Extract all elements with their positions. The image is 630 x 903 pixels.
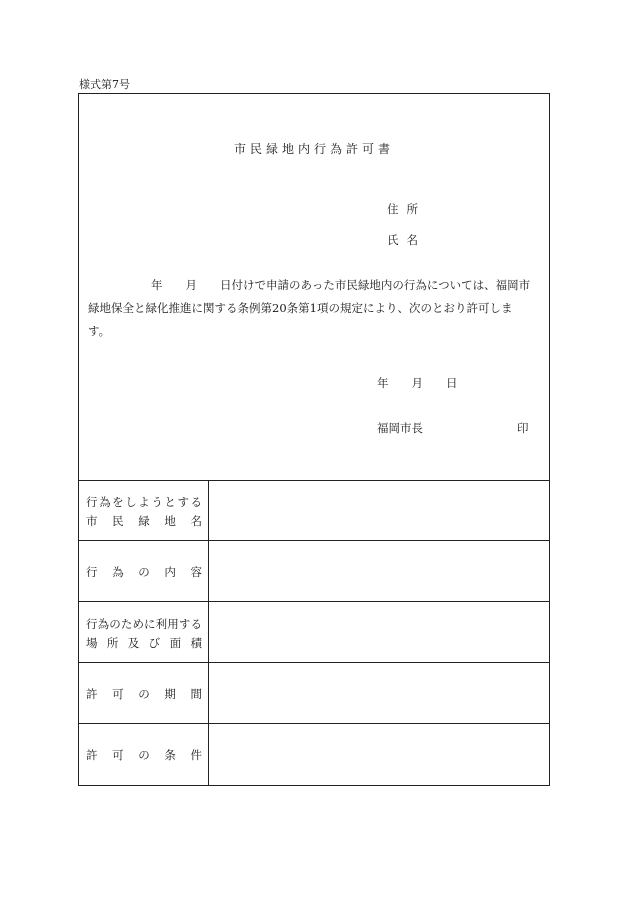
row-permit-conditions (79, 724, 549, 785)
form-number: 様式第7号 (79, 78, 130, 91)
greenspace-name-field[interactable] (209, 480, 549, 540)
seal-mark: 印 (517, 421, 529, 435)
row-permit-period (79, 663, 549, 724)
permit-form (78, 93, 550, 786)
row-label (79, 541, 209, 601)
applicant-name-label: 氏名 (387, 233, 426, 247)
row-activity-content (79, 541, 549, 602)
label-line: 行 為 を し よ う と す る (86, 495, 202, 509)
permit-text-line-2: 緑地保全と緑化推進に関する条例第20条第1項の規定により、次のとおり許可しま (88, 301, 513, 315)
document-title: 市民緑地内行為許可書 (233, 142, 394, 156)
label-line: 許 可 の 条 件 (86, 748, 202, 762)
permit-text-line-1: 年 月 日付けで申請のあった市民緑地内の行為については、福岡市 (151, 278, 531, 292)
permit-conditions-field[interactable] (209, 724, 549, 785)
applicant-address-label: 住所 (387, 202, 426, 216)
label-line: 行 為 の 内 容 (86, 565, 202, 579)
label-line: 市 民 緑 地 名 (86, 514, 202, 528)
row-greenspace-name (79, 480, 549, 541)
permit-period-field[interactable] (209, 663, 549, 723)
label-line: 行 為 の た め に 利 用 す る (86, 617, 202, 631)
label-line: 許 可 の 期 間 (86, 687, 202, 701)
row-label (79, 480, 209, 540)
label-line: 場 所 及 び 面 積 (86, 636, 202, 650)
activity-content-field[interactable] (209, 541, 549, 601)
row-label (79, 724, 209, 785)
location-area-field[interactable] (209, 602, 549, 662)
row-label (79, 602, 209, 662)
row-label (79, 663, 209, 723)
permit-header-section (79, 94, 549, 481)
row-location-area (79, 602, 549, 663)
permit-text-line-3: す。 (88, 324, 111, 338)
issuer-title: 福岡市長 (377, 421, 423, 435)
issue-date: 年 月 日 (377, 376, 458, 390)
